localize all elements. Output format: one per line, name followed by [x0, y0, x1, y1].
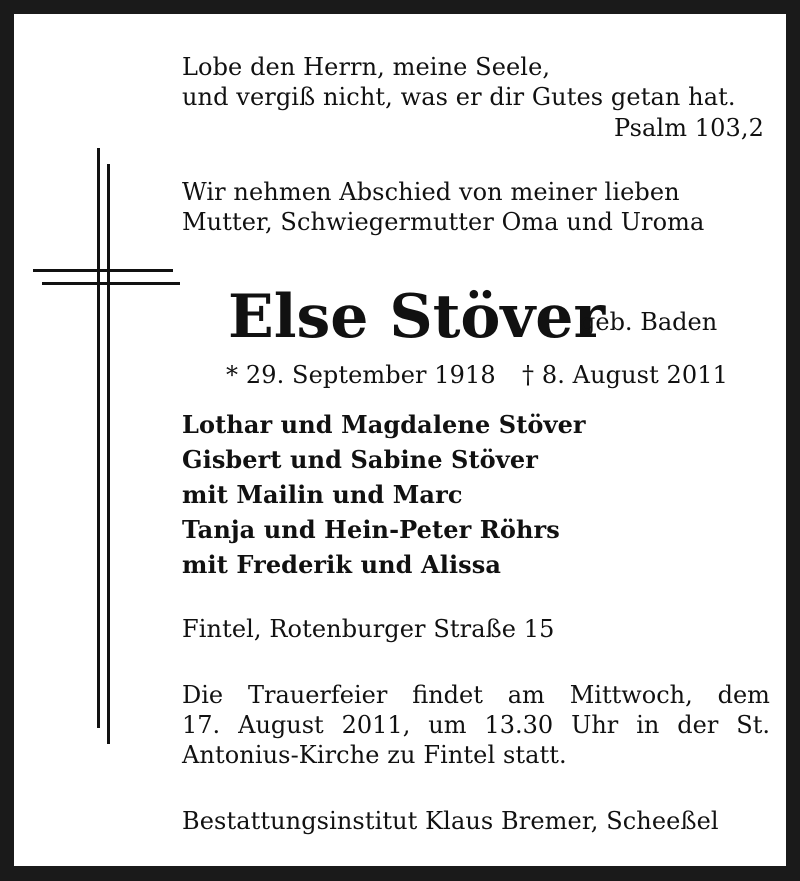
- verse-line-2: und vergiß nicht, was er dir Gutes getan hat.: [182, 83, 736, 111]
- funeral-word: 13.30: [484, 711, 554, 739]
- mourner-line: mit Frederik und Alissa: [182, 550, 502, 579]
- funeral-word: findet: [412, 681, 483, 709]
- funeral-word: St.: [736, 711, 770, 739]
- funeral-word: um: [428, 711, 467, 739]
- mourner-line: Lothar und Magdalene Stöver: [182, 410, 586, 439]
- mourner-line: mit Mailin und Marc: [182, 480, 463, 509]
- funeral-word: Mittwoch,: [569, 681, 693, 709]
- funeral-word: der: [677, 711, 719, 739]
- funeral-word: Uhr: [571, 711, 619, 739]
- cross-icon-horizontal-lower: [42, 282, 180, 285]
- undertaker: Bestattungsinstitut Klaus Bremer, Scheeßel: [182, 807, 719, 835]
- mourner-line: Tanja und Hein-Peter Röhrs: [182, 515, 560, 544]
- cross-icon-vertical-outer: [97, 148, 100, 728]
- birth-date: * 29. September 1918: [226, 361, 496, 389]
- funeral-word: in: [636, 711, 660, 739]
- intro-line-1: Wir nehmen Abschied von meiner lieben: [182, 178, 680, 206]
- cross-icon-horizontal-upper: [33, 269, 173, 272]
- funeral-word: am: [507, 681, 545, 709]
- verse-reference: Psalm 103,2: [614, 114, 764, 142]
- funeral-word: dem: [717, 681, 770, 709]
- address: Fintel, Rotenburger Straße 15: [182, 615, 555, 643]
- obituary-notice: [14, 14, 786, 866]
- intro-line-2: Mutter, Schwiegermutter Oma und Uroma: [182, 208, 705, 236]
- maiden-name: geb. Baden: [580, 308, 718, 336]
- death-date: † 8. August 2011: [522, 361, 729, 389]
- funeral-word: August: [238, 711, 324, 739]
- funeral-line-1: [182, 680, 770, 710]
- funeral-word: Trauerfeier: [247, 681, 388, 709]
- cross-icon-vertical-inner: [107, 164, 110, 744]
- funeral-word: Die: [182, 681, 224, 709]
- deceased-name: Else Stöver: [228, 282, 606, 352]
- funeral-line-2: [182, 710, 770, 740]
- verse-line-1: Lobe den Herrn, meine Seele,: [182, 53, 551, 81]
- funeral-line-3: Antonius-Kirche zu Fintel statt.: [182, 741, 567, 769]
- mourner-line: Gisbert und Sabine Stöver: [182, 445, 538, 474]
- funeral-word: 17.: [182, 711, 221, 739]
- funeral-word: 2011,: [341, 711, 411, 739]
